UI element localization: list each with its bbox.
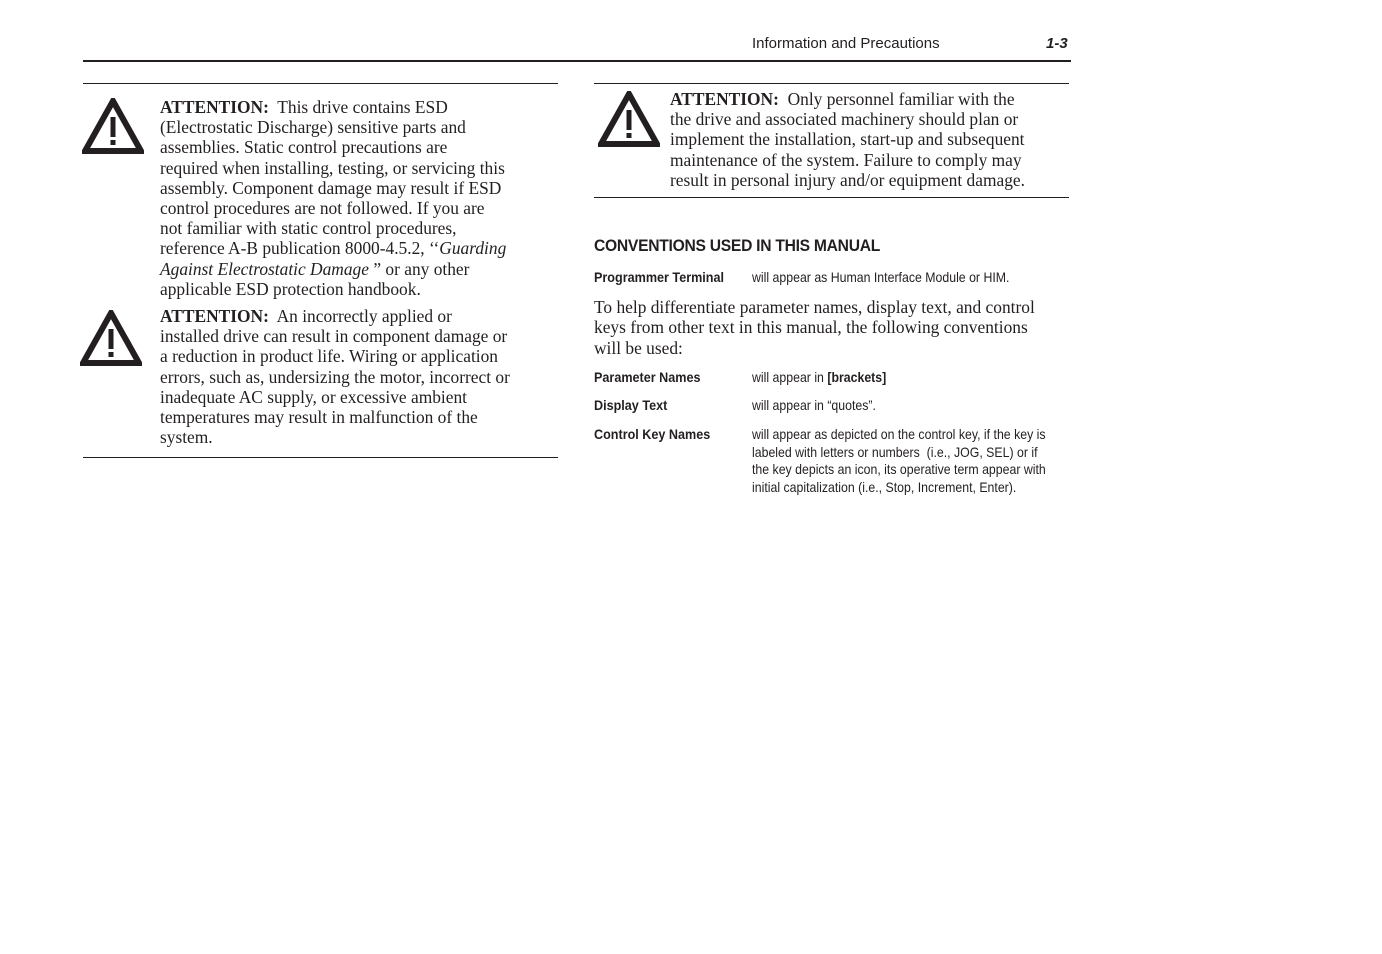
right-attention-top-rule [594,83,1069,84]
term-description: will appear as depicted on the control key, if the key is labeled with letters or numbers (i.e., JOG, SEL) or if the key depicts an icon, its operative term appear with initial capitalization (i.e., Stop, Increment, Enter). [752,426,1046,495]
term-description: will appear as Human Interface Module or HIM. [752,269,1010,285]
left-column-bottom-rule [83,457,558,458]
attention-label: ATTENTION: [160,306,269,326]
warning-triangle-icon [598,91,660,147]
warning-triangle-icon [80,310,142,366]
section-heading-conventions: CONVENTIONS USED IN THIS MANUAL [594,236,881,255]
term-description: will appear in [brackets] [752,369,887,385]
term-description: will appear in “quotes”. [752,397,876,413]
term-name: Control Key Names [594,426,711,442]
header-rule [83,60,1071,62]
left-column-top-rule [83,83,558,84]
page-header [0,0,1382,70]
term-name: Display Text [594,397,668,413]
header-title: Information and Precautions [752,35,940,52]
page-number: 1-3 [1046,35,1068,52]
term-name: Parameter Names [594,369,701,385]
attention-personnel: ATTENTION: Only personnel familiar with the the drive and associated machinery should plan or implement the installation, start-up and subsequent maintenance of the system. Failure to comply may result in personal injury and/or equipment damage. [670,89,1025,190]
term-name: Programmer Terminal [594,269,725,285]
attention-label: ATTENTION: [160,97,269,117]
conventions-intro: To help differentiate parameter names, display text, and control keys from other text in this manual, the following conventions will be used: [594,297,1035,358]
attention-installation: ATTENTION: An incorrectly applied or installed drive can result in component damage or a reduction in product life. Wiring or application errors, such as, undersizing the motor, incorrect or inadequate AC supply, or excessive ambient temperatures may result in malfunction of the system. [160,306,510,448]
publication-title-cont: Against Electrostatic Damage [160,258,369,279]
attention-label: ATTENTION: [670,89,779,109]
warning-triangle-icon [82,98,144,154]
publication-title: Guarding [439,238,507,259]
right-attention-bottom-rule [594,197,1069,198]
attention-esd: ATTENTION: This drive contains ESD (Electrostatic Discharge) sensitive parts and assemblies. Static control precautions are required when installing, testing, or servicing this assembly. Component damage may result if ESD control procedures are not followed. If you are not familiar with static control procedures, reference A-B publication 8000-4.5.2, ‘‘Guarding Against Electrostatic Damage ” or any other applicable ESD protection handbook. [160,97,507,299]
